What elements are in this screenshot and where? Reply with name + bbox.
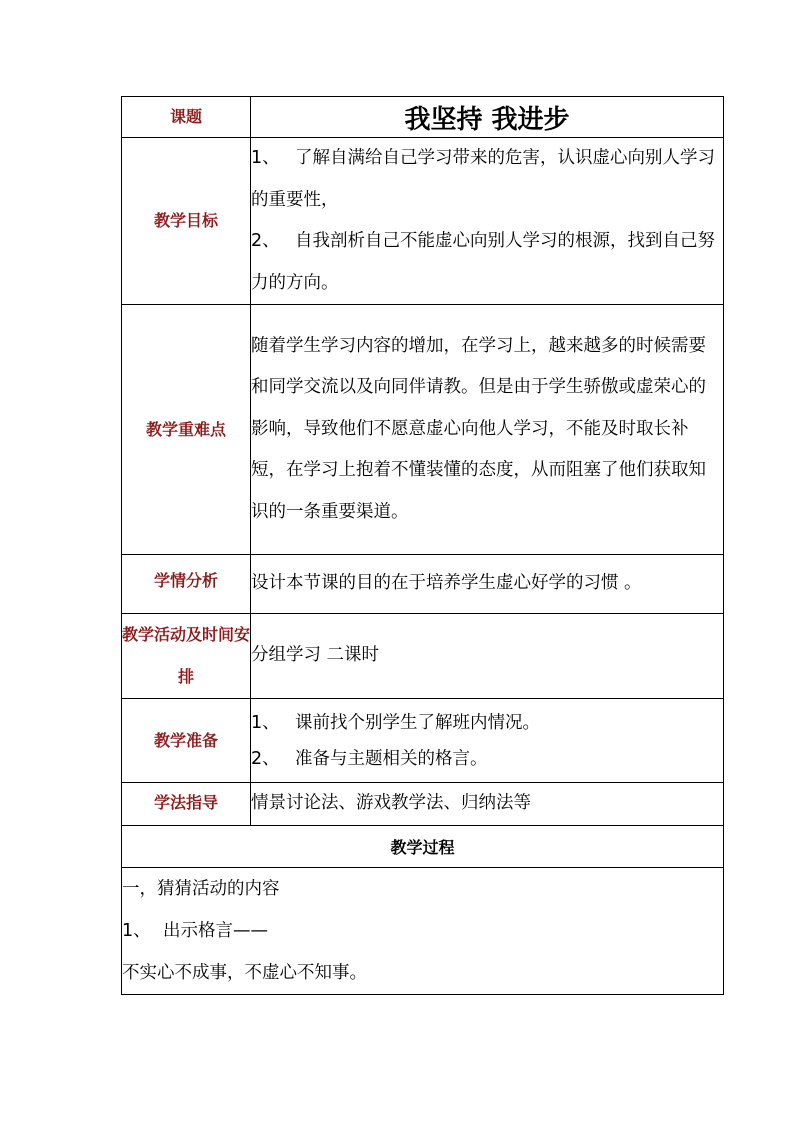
key-points-row (122, 305, 724, 555)
preparation-number: 2、 (251, 748, 280, 769)
objectives-label: 教学目标 (122, 138, 251, 305)
key-points-content: 随着学生学习内容的增加，在学习上，越来越多的时候需要和同学交流以及向同伴请教。但是由于学生骄傲或虚荣心的影响，导致他们不愿意虚心向他人学习，不能及时取长补短，在学习上抱着不懂装懂的态度，从而阻塞了他们获取知识的一条重要渠道。 (251, 305, 724, 555)
objective-text: 自我剖析自己不能虚心向别人学习的根源，找到自己努力的方向。 (251, 231, 715, 293)
title-label: 课题 (122, 97, 251, 138)
analysis-content: 设计本节课的目的在于培养学生虚心好学的习惯 。 (251, 555, 724, 614)
process-line-number: 1、 (122, 921, 151, 941)
activities-content: 分组学习 二课时 (251, 614, 724, 699)
objective-text: 了解自满给自己学习带来的危害，认识虚心向别人学习的重要性， (251, 148, 715, 210)
preparation-text: 准备与主题相关的格言。 (295, 748, 488, 769)
lesson-plan-table (121, 96, 724, 995)
analysis-label: 学情分析 (122, 555, 251, 614)
preparation-number: 1、 (251, 712, 280, 733)
analysis-row (122, 555, 724, 614)
preparation-label: 教学准备 (122, 699, 251, 783)
objectives-content (251, 138, 724, 305)
preparation-row (122, 699, 724, 783)
process-line: 一，猜猜活动的内容 (122, 879, 280, 899)
process-content (122, 868, 724, 995)
key-points-label: 教学重难点 (122, 305, 251, 555)
process-line (122, 910, 723, 952)
objectives-row (122, 138, 724, 305)
process-header: 教学过程 (122, 826, 724, 868)
process-body-row (122, 868, 724, 995)
method-label: 学法指导 (122, 783, 251, 826)
preparation-item (251, 705, 723, 741)
objective-number: 1、 (251, 148, 280, 168)
process-line-text: 出示格言—— (163, 921, 268, 941)
activities-label: 教学活动及时间安排 (122, 614, 251, 699)
objective-item (251, 221, 723, 304)
process-header-row (122, 826, 724, 868)
objective-item (251, 138, 723, 221)
preparation-item (251, 741, 723, 777)
title-row (122, 97, 724, 138)
preparation-text: 课前找个别学生了解班内情况。 (295, 712, 540, 733)
lesson-title: 我坚持 我进步 (251, 97, 724, 138)
activities-row (122, 614, 724, 699)
preparation-content (251, 699, 724, 783)
process-line: 不实心不成事，不虚心不知事。 (122, 963, 367, 983)
objective-number: 2、 (251, 231, 280, 251)
method-content: 情景讨论法、游戏教学法、归纳法等 (251, 783, 724, 826)
method-row (122, 783, 724, 826)
